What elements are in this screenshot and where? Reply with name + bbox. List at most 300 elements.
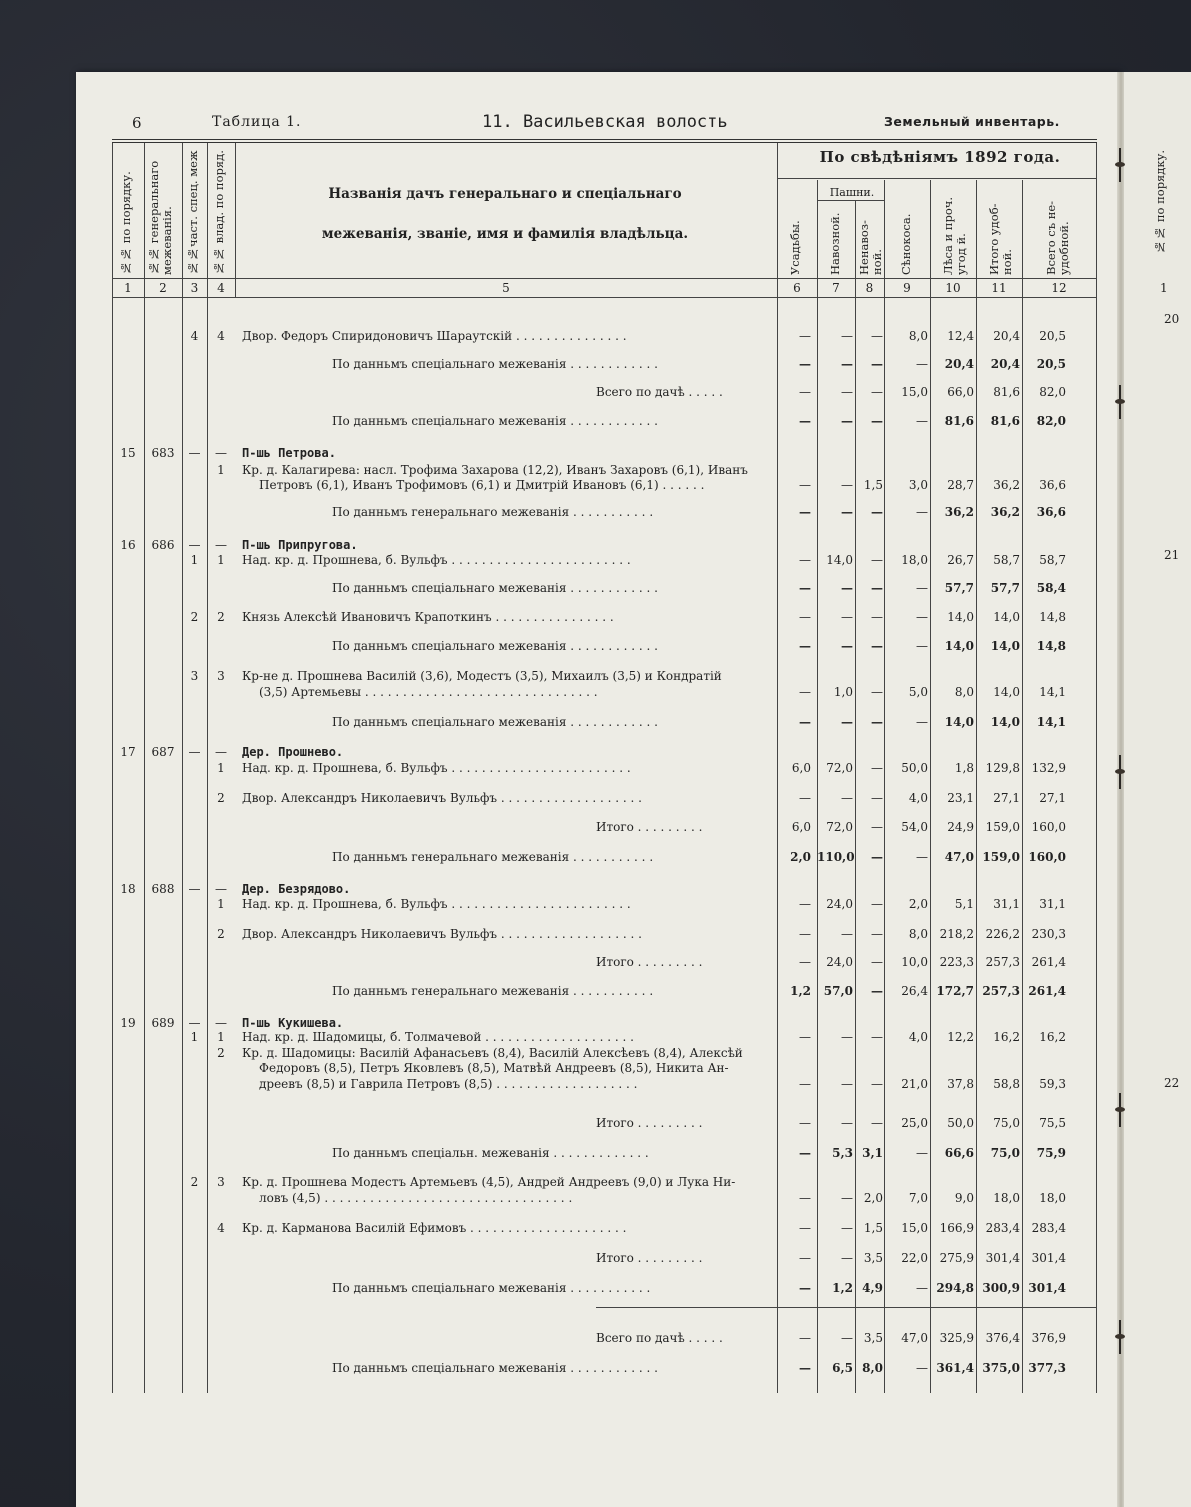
value-v8: 1,5 bbox=[863, 1221, 883, 1235]
value-v6: 2,0 bbox=[790, 850, 811, 864]
row-index-n3: 1 bbox=[190, 553, 199, 567]
section-label: Земельный инвентарь. bbox=[884, 114, 1060, 129]
value-v11: 14,0 bbox=[990, 639, 1020, 653]
column-line bbox=[1096, 143, 1097, 1393]
next-page-row-number: 21 bbox=[1164, 548, 1180, 562]
row-index-n4: 1 bbox=[217, 553, 225, 567]
row-index-n3: 2 bbox=[190, 610, 199, 624]
row-index-n4: 2 bbox=[217, 791, 225, 805]
col-header-names bbox=[270, 174, 740, 254]
value-v11: 301,4 bbox=[985, 1251, 1020, 1265]
owner-entry: Кр-не д. Прошнева Василій (3,6), Модестъ (3,5), Михаилъ (3,5) и Кондратій bbox=[242, 669, 722, 683]
value-v7: — bbox=[841, 1116, 853, 1130]
value-v12: 261,4 bbox=[1031, 955, 1066, 969]
row-index-n2: 683 bbox=[151, 446, 175, 460]
value-v10: 50,0 bbox=[947, 1116, 974, 1130]
value-v10: 361,4 bbox=[936, 1361, 974, 1375]
col-header-names-line1: Названія дачъ генеральнаго и спеціальнаго bbox=[328, 186, 682, 202]
value-v12: 36,6 bbox=[1039, 478, 1066, 492]
value-v12: 230,3 bbox=[1031, 927, 1066, 941]
value-v7: — bbox=[841, 581, 853, 595]
value-v9: 4,0 bbox=[908, 791, 928, 805]
row-index-n4: 1 bbox=[217, 1030, 225, 1044]
row-index-n4: 3 bbox=[217, 1175, 225, 1189]
value-v6: — bbox=[799, 1331, 811, 1345]
value-v11: 75,0 bbox=[993, 1116, 1020, 1130]
value-v6: — bbox=[799, 610, 811, 624]
value-v7: 24,0 bbox=[826, 897, 853, 911]
survey-note: По данньмъ спеціальнаго межеванія . . . . . . . . . . . bbox=[332, 1281, 651, 1295]
value-v8: — bbox=[871, 357, 883, 371]
value-v11: 283,4 bbox=[985, 1221, 1020, 1235]
subtotal-label: Итого . . . . . . . . . bbox=[596, 1116, 703, 1130]
value-v8: — bbox=[871, 897, 883, 911]
value-v10: 9,0 bbox=[954, 1191, 974, 1205]
value-v11: 375,0 bbox=[982, 1361, 1020, 1375]
value-v6: 6,0 bbox=[791, 761, 811, 775]
value-v10: 275,9 bbox=[939, 1251, 974, 1265]
value-v8: 2,0 bbox=[863, 1191, 883, 1205]
value-v10: 57,7 bbox=[944, 581, 974, 595]
value-v6: — bbox=[799, 581, 811, 595]
value-v12: 20,5 bbox=[1039, 329, 1066, 343]
value-v12: 283,4 bbox=[1031, 1221, 1066, 1235]
row-index-n4: 4 bbox=[217, 1221, 225, 1235]
value-v11: 159,0 bbox=[982, 850, 1020, 864]
next-page-col-header: №№ по порядку. bbox=[1153, 150, 1167, 254]
value-v11: 14,0 bbox=[993, 685, 1020, 699]
col-header-info-1892: По свѣдѣніямъ 1892 года. bbox=[819, 148, 1061, 166]
owner-entry: Над. кр. д. Шадомицы, б. Толмачевой . . . . . . . . . . . . . . . . . . . . bbox=[242, 1030, 634, 1044]
value-v9: 15,0 bbox=[901, 1221, 928, 1235]
value-v10: 66,6 bbox=[944, 1146, 974, 1160]
value-v8: — bbox=[871, 685, 883, 699]
value-v12: 82,0 bbox=[1036, 414, 1066, 428]
value-v8: — bbox=[871, 955, 883, 969]
value-v11: 14,0 bbox=[993, 610, 1020, 624]
value-v11: 27,1 bbox=[993, 791, 1020, 805]
value-v8: — bbox=[871, 820, 883, 834]
value-v6: — bbox=[799, 1077, 811, 1091]
col-header-names-line2: межеванія, званіе, имя и фамилія владѣльца. bbox=[321, 226, 689, 242]
value-v9: — bbox=[916, 1361, 928, 1375]
value-v9: 18,0 bbox=[901, 553, 928, 567]
col-header-total-usable: Итого удоб- ной. bbox=[987, 203, 1014, 275]
row-index-n4: 1 bbox=[217, 463, 225, 477]
col-number: 1 bbox=[124, 281, 132, 295]
subtotal-label: Итого . . . . . . . . . bbox=[596, 955, 703, 969]
estate-name: П-шь Припругова. bbox=[242, 538, 358, 552]
value-v9: — bbox=[916, 610, 928, 624]
value-v12: 18,0 bbox=[1039, 1191, 1066, 1205]
value-v12: 376,9 bbox=[1031, 1331, 1066, 1345]
value-v6: — bbox=[799, 639, 811, 653]
value-v10: 294,8 bbox=[936, 1281, 974, 1295]
value-v7: — bbox=[841, 715, 853, 729]
value-v11: 20,4 bbox=[993, 329, 1020, 343]
value-v12: 261,4 bbox=[1028, 984, 1066, 998]
value-v7: — bbox=[841, 385, 853, 399]
value-v8: 4,9 bbox=[862, 1281, 883, 1295]
value-v6: — bbox=[799, 897, 811, 911]
value-v7: — bbox=[841, 1221, 853, 1235]
value-v11: 159,0 bbox=[985, 820, 1020, 834]
value-v9: 8,0 bbox=[908, 329, 928, 343]
value-v9: 4,0 bbox=[908, 1030, 928, 1044]
value-v9: — bbox=[916, 1146, 928, 1160]
col-header-unmanured: Ненавоз- ной. bbox=[857, 220, 884, 275]
row-index-n3: — bbox=[188, 882, 201, 896]
row-index-n2: 686 bbox=[151, 538, 175, 552]
value-v8: — bbox=[871, 1116, 883, 1130]
value-v6: — bbox=[799, 1251, 811, 1265]
row-index-n4: 2 bbox=[217, 1046, 225, 1060]
survey-note: По данньмъ генеральнаго межеванія . . . . . . . . . . . bbox=[332, 505, 654, 519]
value-v8: 3,1 bbox=[862, 1146, 883, 1160]
owner-entry: дреевъ (8,5) и Гаврила Петровъ (8,5) . . . . . . . . . . . . . . . . . . . bbox=[259, 1077, 638, 1091]
row-index-n4: 2 bbox=[217, 927, 225, 941]
header-rule bbox=[817, 200, 884, 201]
next-page-row-number: 22 bbox=[1164, 1076, 1180, 1090]
row-index-n2: 687 bbox=[151, 745, 175, 759]
binding-thread-icon bbox=[1113, 158, 1129, 172]
value-v12: 132,9 bbox=[1031, 761, 1066, 775]
value-v8: — bbox=[871, 850, 883, 864]
value-v6: 1,2 bbox=[790, 984, 811, 998]
value-v11: 58,8 bbox=[993, 1077, 1020, 1091]
owner-entry: (3,5) Артемьевы . . . . . . . . . . . . . . . . . . . . . . . . . . . . . . . bbox=[259, 685, 598, 699]
value-v6: — bbox=[799, 505, 811, 519]
value-v9: 47,0 bbox=[901, 1331, 928, 1345]
value-v11: 376,4 bbox=[985, 1331, 1020, 1345]
col-number: 2 bbox=[159, 281, 167, 295]
value-v10: 66,0 bbox=[947, 385, 974, 399]
value-v8: — bbox=[871, 791, 883, 805]
value-v6: — bbox=[799, 1191, 811, 1205]
value-v10: 36,2 bbox=[944, 505, 974, 519]
value-v12: 14,1 bbox=[1036, 715, 1066, 729]
value-v10: 8,0 bbox=[954, 685, 974, 699]
col-header-manured: Навозной. bbox=[828, 212, 842, 275]
value-v7: — bbox=[841, 639, 853, 653]
table-label: Таблица 1. bbox=[212, 114, 302, 130]
value-v12: 14,1 bbox=[1039, 685, 1066, 699]
value-v6: — bbox=[799, 1281, 811, 1295]
value-v8: — bbox=[871, 1030, 883, 1044]
value-v11: 81,6 bbox=[990, 414, 1020, 428]
value-v10: 47,0 bbox=[944, 850, 974, 864]
value-v10: 14,0 bbox=[947, 610, 974, 624]
value-v9: 25,0 bbox=[901, 1116, 928, 1130]
row-index-n4: — bbox=[215, 745, 227, 759]
value-v9: 15,0 bbox=[901, 385, 928, 399]
value-v7: 72,0 bbox=[826, 761, 853, 775]
row-index-n4: 1 bbox=[217, 897, 225, 911]
value-v8: — bbox=[871, 1077, 883, 1091]
value-v10: 81,6 bbox=[944, 414, 974, 428]
header-rule bbox=[112, 278, 1097, 279]
estate-name: Дер. Безрядово. bbox=[242, 882, 351, 896]
value-v10: 23,1 bbox=[947, 791, 974, 805]
row-index-n4: — bbox=[215, 446, 227, 460]
value-v9: 50,0 bbox=[901, 761, 928, 775]
header-rule bbox=[112, 142, 1097, 143]
value-v9: 22,0 bbox=[901, 1251, 928, 1265]
col-number: 5 bbox=[502, 281, 510, 295]
value-v7: — bbox=[841, 927, 853, 941]
row-index-n3: — bbox=[188, 446, 201, 460]
binding-thread-icon bbox=[1113, 1103, 1129, 1117]
col-number: 4 bbox=[217, 281, 225, 295]
owner-entry: Над. кр. д. Прошнева, б. Вульфъ . . . . . . . . . . . . . . . . . . . . . . . . bbox=[242, 897, 631, 911]
header-rule bbox=[777, 178, 1096, 179]
survey-note: По данньмъ спеціальнаго межеванія . . . . . . . . . . . . bbox=[332, 1361, 658, 1375]
value-v10: 12,4 bbox=[947, 329, 974, 343]
value-v10: 223,3 bbox=[939, 955, 974, 969]
value-v8: — bbox=[871, 553, 883, 567]
value-v9: 54,0 bbox=[901, 820, 928, 834]
value-v6: — bbox=[799, 414, 811, 428]
value-v6: — bbox=[799, 385, 811, 399]
value-v9: 2,0 bbox=[908, 897, 928, 911]
value-v8: — bbox=[871, 414, 883, 428]
row-index-n1: 18 bbox=[120, 882, 136, 896]
value-v6: — bbox=[799, 1221, 811, 1235]
value-v12: 160,0 bbox=[1028, 850, 1066, 864]
value-v10: 26,7 bbox=[947, 553, 974, 567]
value-v6: — bbox=[799, 329, 811, 343]
row-index-n2: 689 bbox=[151, 1016, 175, 1030]
owner-entry: Двор. Александръ Николаевичъ Вульфъ . . . . . . . . . . . . . . . . . . . bbox=[242, 791, 642, 805]
value-v12: 75,9 bbox=[1036, 1146, 1066, 1160]
value-v10: 24,9 bbox=[947, 820, 974, 834]
value-v8: — bbox=[871, 385, 883, 399]
value-v7: 72,0 bbox=[826, 820, 853, 834]
owner-entry: Кр. д. Калагирева: насл. Трофима Захарова (12,2), Иванъ Захаровъ (6,1), Иванъ bbox=[242, 463, 748, 477]
value-v7: 14,0 bbox=[826, 553, 853, 567]
survey-note: По данньмъ спеціальн. межеванія . . . . . . . . . . . . . bbox=[332, 1146, 649, 1160]
value-v8: — bbox=[871, 610, 883, 624]
row-index-n1: 15 bbox=[120, 446, 136, 460]
value-v12: 16,2 bbox=[1039, 1030, 1066, 1044]
value-v8: — bbox=[871, 329, 883, 343]
row-index-n3: 4 bbox=[190, 329, 199, 343]
owner-entry: Кр. д. Прошнева Модестъ Артемьевъ (4,5), Андрей Андреевъ (9,0) и Лука Ни- bbox=[242, 1175, 736, 1189]
value-v12: 14,8 bbox=[1036, 639, 1066, 653]
value-v6: — bbox=[799, 685, 811, 699]
row-index-n2: 688 bbox=[151, 882, 175, 896]
column-line bbox=[1022, 180, 1023, 1393]
value-v11: 31,1 bbox=[993, 897, 1020, 911]
value-v8: — bbox=[871, 639, 883, 653]
value-v8: — bbox=[871, 581, 883, 595]
owner-entry: Над. кр. д. Прошнева, б. Вульфъ . . . . . . . . . . . . . . . . . . . . . . . . bbox=[242, 761, 631, 775]
value-v12: 14,8 bbox=[1039, 610, 1066, 624]
owner-entry: Над. кр. д. Прошнева, б. Вульфъ . . . . . . . . . . . . . . . . . . . . . . . . bbox=[242, 553, 631, 567]
value-v12: 36,6 bbox=[1036, 505, 1066, 519]
row-index-n3: — bbox=[188, 745, 201, 759]
value-v8: 3,5 bbox=[863, 1331, 883, 1345]
row-index-n1: 16 bbox=[120, 538, 136, 552]
value-v11: 36,2 bbox=[990, 505, 1020, 519]
survey-note: По данньмъ спеціальнаго межеванія . . . . . . . . . . . . bbox=[332, 581, 658, 595]
row-index-n3: 2 bbox=[190, 1175, 199, 1189]
owner-entry: Петровъ (6,1), Иванъ Трофимовъ (6,1) и Дмитрій Ивановъ (6,1) . . . . . . bbox=[259, 478, 705, 492]
value-v11: 226,2 bbox=[985, 927, 1020, 941]
survey-note: По данньмъ спеціальнаго межеванія . . . . . . . . . . . . bbox=[332, 715, 658, 729]
value-v12: 31,1 bbox=[1039, 897, 1066, 911]
value-v8: 3,5 bbox=[863, 1251, 883, 1265]
value-v7: — bbox=[841, 1251, 853, 1265]
survey-note: По данньмъ спеціальнаго межеванія . . . . . . . . . . . . bbox=[332, 357, 658, 371]
value-v6: — bbox=[799, 1361, 811, 1375]
value-v7: 6,5 bbox=[832, 1361, 853, 1375]
value-v7: — bbox=[841, 1191, 853, 1205]
value-v8: 1,5 bbox=[863, 478, 883, 492]
value-v9: 21,0 bbox=[901, 1077, 928, 1091]
col-header-homesteads: Усадьбы. bbox=[788, 220, 802, 275]
owner-entry: ловъ (4,5) . . . . . . . . . . . . . . . . . . . . . . . . . . . . . . . . . bbox=[259, 1191, 573, 1205]
row-index-n4: 4 bbox=[217, 329, 225, 343]
value-v11: 129,8 bbox=[985, 761, 1020, 775]
estate-name: Дер. Прошнево. bbox=[242, 745, 344, 759]
value-v12: 20,5 bbox=[1036, 357, 1066, 371]
value-v7: — bbox=[841, 329, 853, 343]
value-v7: — bbox=[841, 610, 853, 624]
col-header-general: №№ генеральнаго межеванія. bbox=[147, 160, 174, 275]
value-v11: 58,7 bbox=[993, 553, 1020, 567]
row-index-n1: 17 bbox=[120, 745, 136, 759]
col-number: 7 bbox=[832, 281, 840, 295]
value-v7: — bbox=[841, 1030, 853, 1044]
value-v8: — bbox=[871, 984, 883, 998]
survey-note: По данньмъ спеціальнаго межеванія . . . . . . . . . . . . bbox=[332, 639, 658, 653]
value-v7: 1,2 bbox=[832, 1281, 853, 1295]
value-v7: — bbox=[841, 357, 853, 371]
value-v12: 301,4 bbox=[1031, 1251, 1066, 1265]
col-header-hayfields: Сѣнокоса. bbox=[899, 213, 913, 275]
value-v9: 3,0 bbox=[908, 478, 928, 492]
value-v8: — bbox=[871, 761, 883, 775]
value-v10: 20,4 bbox=[944, 357, 974, 371]
binding-thread-icon bbox=[1113, 765, 1129, 779]
value-v6: — bbox=[799, 1116, 811, 1130]
value-v9: 7,0 bbox=[908, 1191, 928, 1205]
value-v6: — bbox=[799, 715, 811, 729]
value-v8: — bbox=[871, 505, 883, 519]
value-v7: — bbox=[841, 791, 853, 805]
col-number: 12 bbox=[1051, 281, 1067, 295]
owner-entry: Двор. Федоръ Спиридоновичъ Шараутскій . . . . . . . . . . . . . . . bbox=[242, 329, 627, 343]
column-line bbox=[112, 143, 113, 1393]
col-number: 11 bbox=[991, 281, 1007, 295]
estate-name: П-шь Кукишева. bbox=[242, 1016, 344, 1030]
value-v7: — bbox=[841, 1077, 853, 1091]
owner-entry: Федоровъ (8,5), Петръ Яковлевъ (8,5), Матвѣй Андреевъ (8,5), Никита Ан- bbox=[259, 1061, 729, 1075]
col-number: 9 bbox=[903, 281, 911, 295]
value-v9: 10,0 bbox=[901, 955, 928, 969]
value-v11: 14,0 bbox=[990, 715, 1020, 729]
value-v6: 6,0 bbox=[791, 820, 811, 834]
value-v8: — bbox=[871, 715, 883, 729]
value-v7: — bbox=[841, 505, 853, 519]
column-line bbox=[884, 180, 885, 1393]
value-v9: — bbox=[916, 715, 928, 729]
col-header-order: №№ по порядку. bbox=[119, 171, 133, 275]
value-v6: — bbox=[799, 1030, 811, 1044]
value-v11: 57,7 bbox=[990, 581, 1020, 595]
value-v12: 75,5 bbox=[1039, 1116, 1066, 1130]
value-v6: — bbox=[799, 927, 811, 941]
value-v9: — bbox=[916, 581, 928, 595]
value-v7: — bbox=[841, 478, 853, 492]
value-v11: 300,9 bbox=[982, 1281, 1020, 1295]
col-header-special: №№част. спец. меж bbox=[186, 150, 200, 275]
next-page-col-number: 1 bbox=[1160, 281, 1168, 295]
subtotal-label: Итого . . . . . . . . . bbox=[596, 1251, 703, 1265]
row-index-n4: 2 bbox=[217, 610, 225, 624]
value-v8: — bbox=[871, 927, 883, 941]
value-v9: — bbox=[916, 850, 928, 864]
binding-thread-icon bbox=[1113, 395, 1129, 409]
value-v9: — bbox=[916, 414, 928, 428]
page-title: 11. Васильевская волость bbox=[482, 112, 728, 132]
value-v9: 5,0 bbox=[908, 685, 928, 699]
value-v12: 377,3 bbox=[1028, 1361, 1066, 1375]
row-index-n4: — bbox=[215, 538, 227, 552]
owner-entry: Двор. Александръ Николаевичъ Вульфъ . . . . . . . . . . . . . . . . . . . bbox=[242, 927, 642, 941]
page-number: 6 bbox=[132, 114, 142, 132]
col-number: 8 bbox=[865, 281, 874, 295]
row-index-n3: — bbox=[188, 538, 201, 552]
value-v11: 18,0 bbox=[993, 1191, 1020, 1205]
row-index-n3: — bbox=[188, 1016, 201, 1030]
binding-thread-icon bbox=[1113, 1330, 1129, 1344]
column-line bbox=[235, 143, 236, 298]
column-line bbox=[976, 180, 977, 1393]
value-v7: 110,0 bbox=[817, 850, 855, 864]
value-v6: — bbox=[799, 357, 811, 371]
survey-note: По данньмъ генеральнаго межеванія . . . . . . . . . . . bbox=[332, 850, 654, 864]
row-index-n3: 3 bbox=[190, 669, 199, 683]
owner-entry: Кр. д. Карманова Василій Ефимовъ . . . . . . . . . . . . . . . . . . . . . bbox=[242, 1221, 627, 1235]
value-v9: — bbox=[916, 357, 928, 371]
value-v12: 58,7 bbox=[1039, 553, 1066, 567]
value-v10: 172,7 bbox=[936, 984, 974, 998]
value-v7: 1,0 bbox=[833, 685, 853, 699]
row-index-n1: 19 bbox=[120, 1016, 136, 1030]
owner-entry: Кр. д. Шадомицы: Василій Афанасьевъ (8,4), Василій Алексѣевъ (8,4), Алексѣй bbox=[242, 1046, 743, 1060]
value-v11: 81,6 bbox=[993, 385, 1020, 399]
value-v11: 257,3 bbox=[985, 955, 1020, 969]
owner-entry: Князь Алексѣй Ивановичъ Крапоткинъ . . . . . . . . . . . . . . . . bbox=[242, 610, 614, 624]
value-v10: 37,8 bbox=[947, 1077, 974, 1091]
survey-note: По данньмъ спеціальнаго межеванія . . . . . . . . . . . . bbox=[332, 414, 658, 428]
value-v6: — bbox=[799, 955, 811, 969]
value-v12: 59,3 bbox=[1039, 1077, 1066, 1091]
subtotal-label: Итого . . . . . . . . . bbox=[596, 820, 703, 834]
row-index-n4: 3 bbox=[217, 669, 225, 683]
value-v12: 58,4 bbox=[1036, 581, 1066, 595]
value-v9: — bbox=[916, 639, 928, 653]
subtotal-label: Всего по дачѣ . . . . . bbox=[596, 1331, 723, 1345]
col-number: 10 bbox=[945, 281, 961, 295]
value-v7: 24,0 bbox=[826, 955, 853, 969]
value-v6: — bbox=[799, 1146, 811, 1160]
value-v11: 257,3 bbox=[982, 984, 1020, 998]
value-v10: 12,2 bbox=[947, 1030, 974, 1044]
value-v11: 16,2 bbox=[993, 1030, 1020, 1044]
